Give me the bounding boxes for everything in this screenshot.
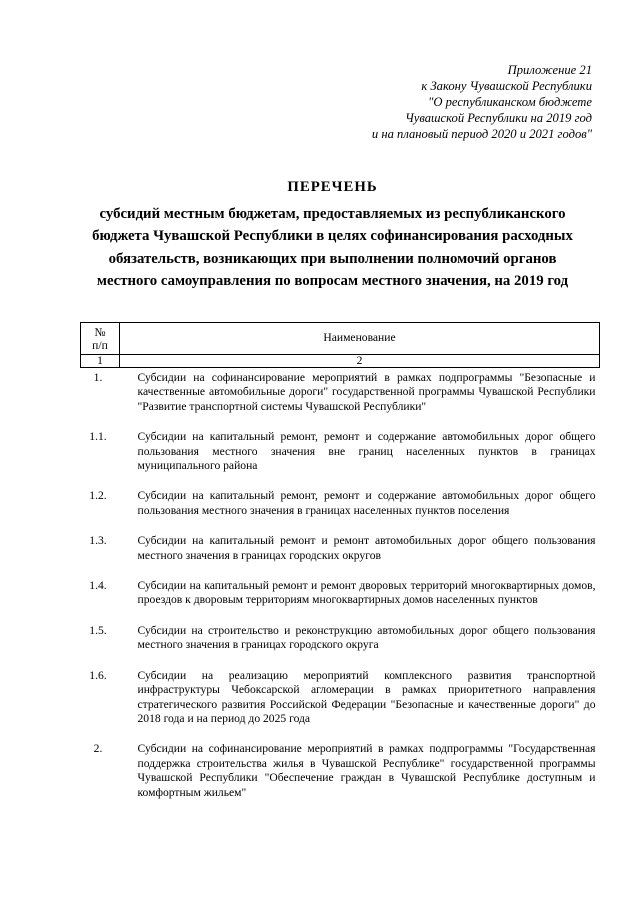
title-line: местного самоуправления по вопросам местного значения, на 2019 год: [96, 273, 569, 290]
row-text: Субсидии на капитальный ремонт и ремонт дворовых территорий многоквартирных домов, проездов к дворовым территориям многоквартирных домов населенных пунктов: [137, 579, 596, 607]
row-text: Субсидии на капитальный ремонт, ремонт и содержание автомобильных дорог общего пользования местного значения вне границ населенных пунктов в границах муниципального района: [137, 430, 596, 473]
table-row: [81, 669, 600, 743]
column-number-1: 1: [81, 355, 120, 368]
annex-line: и на плановый период 2020 и 2021 годов": [371, 127, 592, 141]
annex-line: к Закону Чувашской Республики: [421, 79, 592, 93]
header-number: [81, 323, 120, 355]
row-number: 1.4.: [89, 579, 107, 593]
row-number: 2.: [93, 742, 103, 756]
table-row: [81, 430, 600, 489]
title-line: бюджета Чувашской Республики в целях софинансирования расходных: [92, 228, 573, 245]
row-number: 1.1.: [89, 430, 107, 444]
column-number-2: 2: [120, 355, 600, 368]
row-text: Субсидии на софинансирование мероприятий в рамках подпрограммы "Государственная поддержка строительства жилья в Чувашской Республике" государственной программы Чувашской Республики "Обеспечение граждан в Чувашской Республике доступным и комфортным жильем": [137, 742, 596, 799]
table-row: [81, 368, 600, 431]
document-title: [60, 176, 605, 293]
header-number-sign: №: [94, 325, 106, 339]
annex-note: [292, 62, 592, 142]
row-text: Субсидии на софинансирование мероприятий в рамках подпрограммы "Безопасные и качественные автомобильные дороги" государственной программы Чувашской Республики "Развитие транспортной системы Чувашской Республики": [137, 371, 596, 413]
title-line: субсидий местным бюджетам, предоставляемых из республиканского: [99, 205, 566, 222]
table-row: [81, 742, 600, 816]
row-number: 1.: [93, 371, 103, 384]
table-header-row: [81, 323, 600, 355]
table-row: [81, 534, 600, 579]
title-line: обязательств, возникающих при выполнении полномочий органов: [108, 250, 557, 267]
header-number-abbr: п/п: [92, 338, 108, 352]
row-text: Субсидии на капитальный ремонт и ремонт автомобильных дорог общего пользования местного значения в границах городских округов: [137, 534, 596, 562]
row-text: Субсидии на строительство и реконструкцию автомобильных дорог общего пользования местного значения в границах городского округа: [137, 623, 596, 652]
table-row: [81, 579, 600, 624]
row-text: Субсидии на реализацию мероприятий комплексного развития транспортной инфраструктуры Чебоксарской агломерации в рамках приоритетного направления стратегического развития Российской Федерации "Безопасные и качественные дороги" до 2018 года и на период до 2025 года: [137, 668, 596, 725]
row-text: Субсидии на капитальный ремонт, ремонт и содержание автомобильных дорог общего пользования местного значения в границах населенных пунктов поселения: [137, 489, 596, 517]
annex-line: "О республиканском бюджете: [428, 95, 592, 109]
header-name: Наименование: [120, 323, 600, 355]
annex-line: Чувашской Республики на 2019 год: [405, 111, 592, 125]
table-row: [81, 489, 600, 534]
table-row: [81, 624, 600, 669]
row-number: 1.5.: [89, 623, 107, 637]
title-main: ПЕРЕЧЕНЬ: [287, 179, 378, 195]
column-number-row: [81, 355, 600, 368]
row-number: 1.2.: [89, 489, 107, 503]
annex-line: Приложение 21: [507, 63, 592, 77]
row-number: 1.3.: [89, 534, 107, 548]
subsidy-table: [80, 322, 600, 816]
row-number: 1.6.: [89, 668, 107, 682]
